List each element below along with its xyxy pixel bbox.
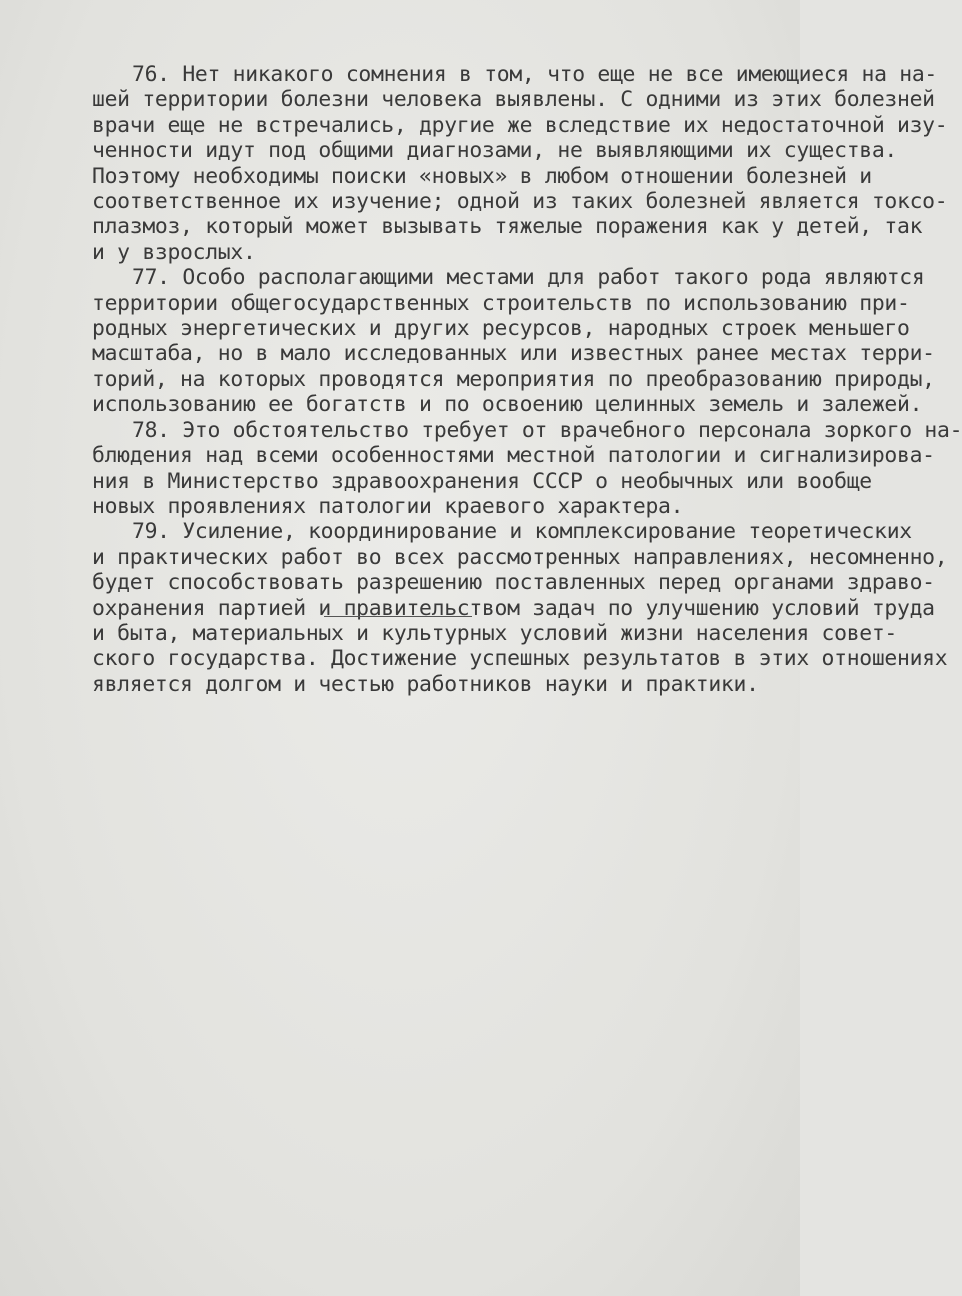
text-line: торий, на которых проводятся мероприятия по преобразованию природы, bbox=[92, 366, 935, 392]
text-line: ния в Министерство здравоохранения СССР о необычных или вообще bbox=[92, 468, 872, 494]
text-line: и у взрослых. bbox=[92, 239, 256, 265]
text-line: 79. Усиление, координирование и комплексирование теоретических bbox=[132, 519, 912, 545]
text-line: родных энергетических и других ресурсов, народных строек меньшего bbox=[92, 316, 910, 342]
document-body bbox=[92, 62, 962, 697]
text-line: и практических работ во всех рассмотренных направлениях, несомненно, bbox=[92, 544, 948, 570]
text-line: врачи еще не встречались, другие же вследствие их недостаточной изу- bbox=[92, 112, 948, 138]
text-line: будет способствовать разрешению поставленных перед органами здраво- bbox=[92, 570, 935, 596]
paragraph-79 bbox=[92, 519, 948, 697]
text-line: охранения партией и правительством задач по улучшению условий труда bbox=[92, 595, 935, 621]
text-line: является долгом и честью работников науки и практики. bbox=[92, 671, 759, 697]
paragraph-77 bbox=[92, 265, 935, 418]
text-line: блюдения над всеми особенностями местной патологии и сигнализирова- bbox=[92, 443, 935, 469]
text-line: 78. Это обстоятельство требует от врачебного персонала зоркого на- bbox=[132, 417, 962, 443]
text-line: Поэтому необходимы поиски «новых» в любом отношении болезней и bbox=[92, 163, 872, 189]
text-line: плазмоз, который может вызывать тяжелые поражения как у детей, так bbox=[92, 214, 923, 240]
paragraph-78 bbox=[92, 417, 962, 520]
text-line: новых проявлениях патологии краевого характера. bbox=[92, 493, 684, 519]
text-line: 76. Нет никакого сомнения в том, что еще не все имеющиеся на на- bbox=[132, 62, 938, 87]
text-line: ченности идут под общими диагнозами, не выявляющими их существа. bbox=[92, 138, 898, 164]
text-line: соответственное их изучение; одной из таких болезней является токсо- bbox=[92, 189, 948, 215]
text-line: 77. Особо располагающими местами для работ такого рода являются bbox=[132, 265, 925, 291]
paragraph-76 bbox=[92, 62, 948, 265]
text-line: шей территории болезни человека выявлены. С одними из этих болезней bbox=[92, 87, 935, 113]
end-divider bbox=[324, 616, 472, 617]
text-line: и быта, материальных и культурных условий жизни населения совет- bbox=[92, 620, 898, 646]
text-line: территории общегосударственных строительств по использованию при- bbox=[92, 290, 910, 316]
text-line: использованию ее богатств и по освоению целинных земель и залежей. bbox=[92, 392, 923, 418]
text-line: ского государства. Достижение успешных результатов в этих отношениях bbox=[92, 646, 948, 672]
text-line: масштаба, но в мало исследованных или известных ранее местах терри- bbox=[92, 341, 935, 367]
